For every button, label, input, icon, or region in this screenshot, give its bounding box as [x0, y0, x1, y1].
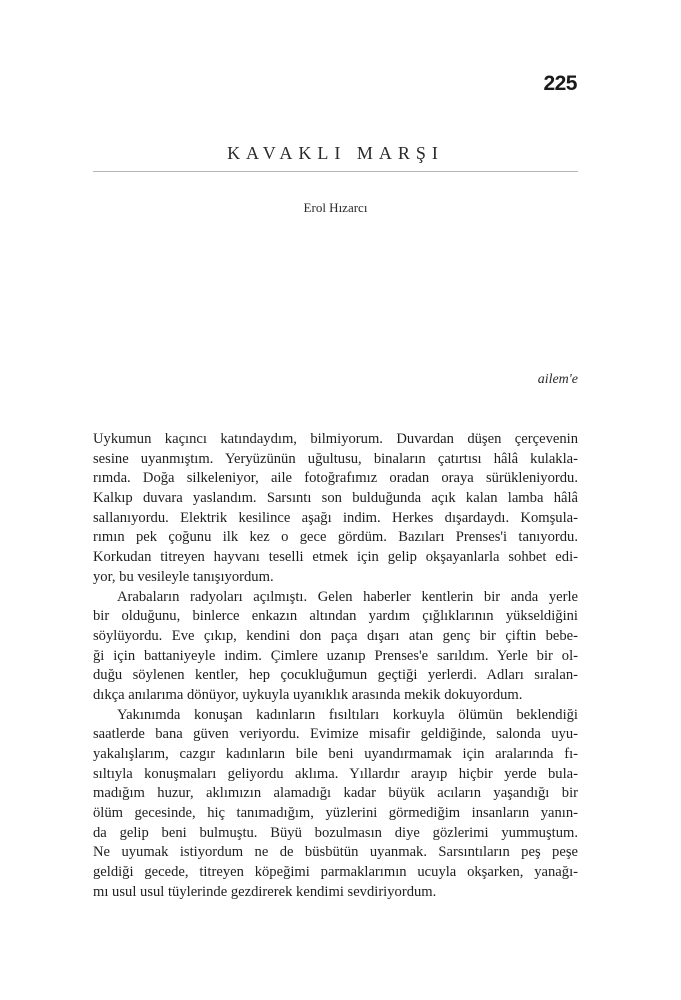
text-line: sallanıyordu. Elektrik kesilince aşağı indim. Herkes dışardaydı. Komşula- [93, 509, 578, 526]
story-body [93, 430, 578, 903]
text-line: rımın pek çoğunu ilk kez o gece gördüm. Bazıları Prenses'i tanıyordu. [93, 529, 578, 546]
text-line: Ne uyumak istiyordum ne de büsbütün uyanmak. Sarsıntıların peş peşe [93, 844, 578, 861]
dedication: ailem'e [537, 372, 578, 387]
text-line: Korkudan titreyen hayvanı teselli etmek için gelip okşayanlarla sohbet edi- [93, 549, 578, 566]
text-line: dıkça anılarıma dönüyor, uykuyla uyanıklık arasında mekik dokuyordum. [93, 686, 523, 703]
text-line: saatlerde bana güven veriyordu. Evimize misafir geldiğinde, salonda uyu- [93, 726, 578, 743]
text-line: söylüyordu. Eve çıkıp, kendini don paça dışarı atan genç bir çiftin bebe- [93, 627, 578, 644]
paragraph [93, 430, 578, 588]
text-line: bir olduğunu, binlerce enkazın altından yardım çığlıklarının yükseldiğini [93, 608, 578, 625]
text-line: da gelip beni bulmuştu. Büyü bozulmasın diye gözlerimi yummuştum. [93, 824, 578, 841]
text-line: Yakınımda konuşan kadınların fısıltıları korkuyla ölümün beklendiği [117, 706, 578, 723]
text-line: Arabaların radyoları açılmıştı. Gelen haberler kentlerin bir anda yerle [117, 588, 578, 605]
text-line: sıltıyla konuşmaları geliyordu aklıma. Yıllardır arayıp hiçbir yerde bula- [93, 765, 578, 782]
text-line: geldiği gecede, titreyen köpeğimi parmaklarımın ucuyla okşarken, yanağı- [93, 864, 578, 881]
text-line: Kalkıp duvara yaslandım. Sarsıntı son bulduğunda açık kalan lamba hâlâ [93, 490, 578, 507]
author-name: Erol Hızarcı [303, 200, 368, 215]
title-divider [93, 171, 578, 172]
paragraph [93, 706, 578, 903]
text-line: madığım huzur, aklımızın alamadığı kadar büyük acıların yaşandığı bir [93, 785, 578, 802]
paragraph [93, 588, 578, 706]
text-line: mı usul usul tüylerinde gezdirerek kendimi sevdiriyordum. [93, 883, 437, 900]
text-line: yakalışlarım, cazgır kadınların bile beni uyandırmamak için aralarında fı- [93, 746, 578, 762]
text-line: ği için battaniyeyle indim. Çimlere uzanıp Prenses'e sarıldım. Yerle bir ol- [93, 647, 578, 664]
text-line: rımda. Doğa silkeleniyor, aile fotoğrafımız oradan oraya sürükleniyordu. [93, 470, 578, 487]
story-title: KAVAKLI MARŞI [227, 143, 444, 163]
text-line: yor, bu vesileyle tanışıyordum. [93, 568, 274, 585]
text-line: sesine uyanmıştım. Yeryüzünün uğultusu, binaların çatırtısı hâlâ kulakla- [93, 450, 578, 467]
text-line: duğu söylenen kentler, hep çocukluğumun geçtiği yerlerdi. Adları sıralan- [93, 667, 578, 684]
text-line: Uykumun kaçıncı katındaydım, bilmiyorum. Duvardan düşen çerçevenin [93, 431, 578, 447]
page-number: 225 [543, 72, 577, 95]
text-line: ölüm gecesinde, hiç tanımadığım, yüzlerini görmediğim insanların yanın- [93, 805, 578, 822]
